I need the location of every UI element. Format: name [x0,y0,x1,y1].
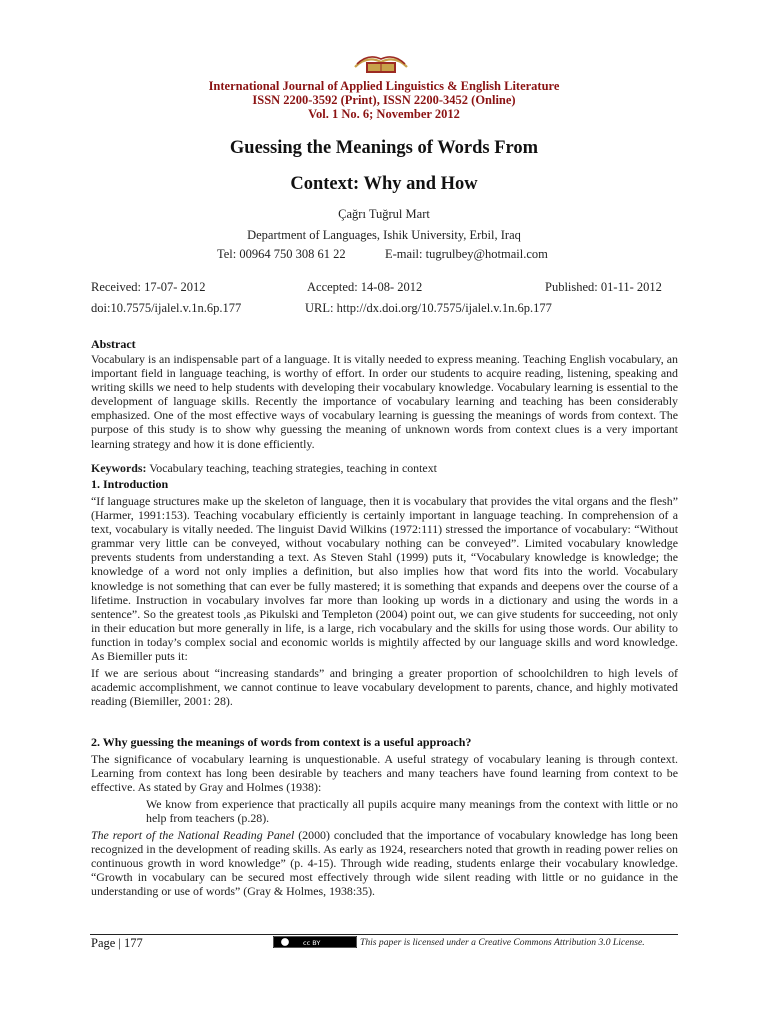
journal-logo [353,52,409,74]
section-2-paragraph-1: The significance of vocabulary learning is unquestionable. A useful strategy of vocabulary leaning is through context. Learning from context has long been desirable by teachers and many teachers have found learning from context to be effective. As stated by Gray and Holmes (1938): [91,752,678,795]
keywords-list: Vocabulary teaching, teaching strategies, teaching in context [149,461,437,475]
abstract-heading: Abstract [91,337,136,351]
author-affiliation: Department of Languages, Ishik University, Erbil, Iraq [247,228,521,242]
section-1-heading: 1. Introduction [91,477,169,491]
section-2-heading: 2. Why guessing the meanings of words from context is a useful approach? [91,735,472,749]
author-name: Çağrı Tuğrul Mart [338,207,430,221]
author-phone: Tel: 00964 750 308 61 22 [217,247,346,261]
section-2-body [91,828,678,898]
section-2-intro [91,752,678,794]
section-1-body [91,494,678,708]
footer-divider [90,934,678,935]
journal-volume: Vol. 1 No. 6; November 2012 [308,107,460,121]
keywords-label: Keywords: [91,461,147,475]
accepted-date: Accepted: 14-08- 2012 [307,280,423,294]
article-title-line2: Context: Why and How [290,174,478,194]
journal-name: International Journal of Applied Linguistics & English Literature [208,79,560,93]
keywords-line [91,461,681,476]
cc-by-license-badge[interactable] [273,936,357,948]
license-badge-text: cc BY [303,939,321,947]
report-title: The report of the National Reading Panel [91,828,295,842]
section-1-paragraph-2: If we are serious about “increasing standards” and bringing a greater proportion of schoolchildren to high levels of academic accomplishment, we cannot continue to leave vocabulary development to parents, chance, and highly motivated reading (Biemiller, 2001: 28). [91,666,678,709]
section-1-paragraph-1: “If language structures make up the skeleton of language, then it is vocabulary that provides the vital organs and the flesh” (Harmer, 1991:153). Teaching vocabulary efficiently is certainly important in language teaching. In comprehension of a text, vocabulary is vitally needed. The linguist David Wilkins (1972:111) stressed the importance of vocabulary: “Without grammar very little can be conveyed, without vocabulary nothing can be conveyed”. Limited vocabulary knowledge prevents students from understanding a text. As Steven Stahl (1999) puts it, “Vocabulary knowledge is knowledge; the knowledge of a word not only implies a definition, but also implies how that word fits into the world. Vocabulary knowledge is not something that can ever be fully mastered; it is something that expands and deepens over the course of a lifetime. Instruction in vocabulary involves far more than looking up words in a dictionary and using the words in a sentence”. So the greatest tools ,as Pikulski and Templeton (2004) point out, we can give students for succeeding, not only in their education but more generally in life, is a large, rich vocabulary and the skills for using those words. Our ability to function in today’s complex social and economic worlds is mightily affected by our language skills and word knowledge. As Biemiller puts it: [91,494,678,664]
page-number: Page | 177 [91,936,143,950]
journal-issn: ISSN 2200-3592 (Print), ISSN 2200-3452 (Online) [252,93,516,107]
section-2-paragraph-2 [91,828,678,898]
received-date: Received: 17-07- 2012 [91,280,206,294]
article-title-line1: Guessing the Meanings of Words From [229,138,539,158]
block-quote: We know from experience that practically all pupils acquire many meanings from the context with little or no help from teachers (p.28). [146,797,678,826]
author-email[interactable]: E-mail: tugrulbey@hotmail.com [385,247,548,261]
abstract-paragraph: Vocabulary is an indispensable part of a language. It is vitally needed to express meaning. Teaching English vocabulary, an important field in language teaching, is worthy of effort. In order our students to acquire reading, listening, speaking and writing skills we need to help students with developing their vocabulary knowledge. Vocabulary learning is essential to the development of language skills. Recently the importance of vocabulary learning and teaching has been considerably emphasized. One of the most effective ways of vocabulary learning is guessing the meanings of words from context. The purpose of this study is to show why guessing the meaning of unknown words from context clues is a very important learning strategy and how it is done efficiently. [91,352,678,451]
doi: doi:10.7575/ijalel.v.1n.6p.177 [91,301,242,315]
abstract-body [91,352,678,451]
license-text: This paper is licensed under a Creative Commons Attribution 3.0 License. [360,937,645,948]
published-date: Published: 01-11- 2012 [545,280,662,294]
article-url[interactable]: URL: http://dx.doi.org/10.7575/ijalel.v.1n.6p.177 [305,301,552,315]
section-2-paragraph-2-text: (2000) concluded that the importance of vocabulary knowledge has long been recognized in the development of reading skills. As early as 1924, researchers noted that growth in reading power relies on continuous growth in word knowledge” (p. 4-15). Through wide reading, students enlarge their vocabulary knowledge. “Growth in vocabulary can be secured most effectively through wide silent reading with little or no guidance in the understanding or use of words” (Gray & Holmes, 1938:35). [91,828,678,899]
